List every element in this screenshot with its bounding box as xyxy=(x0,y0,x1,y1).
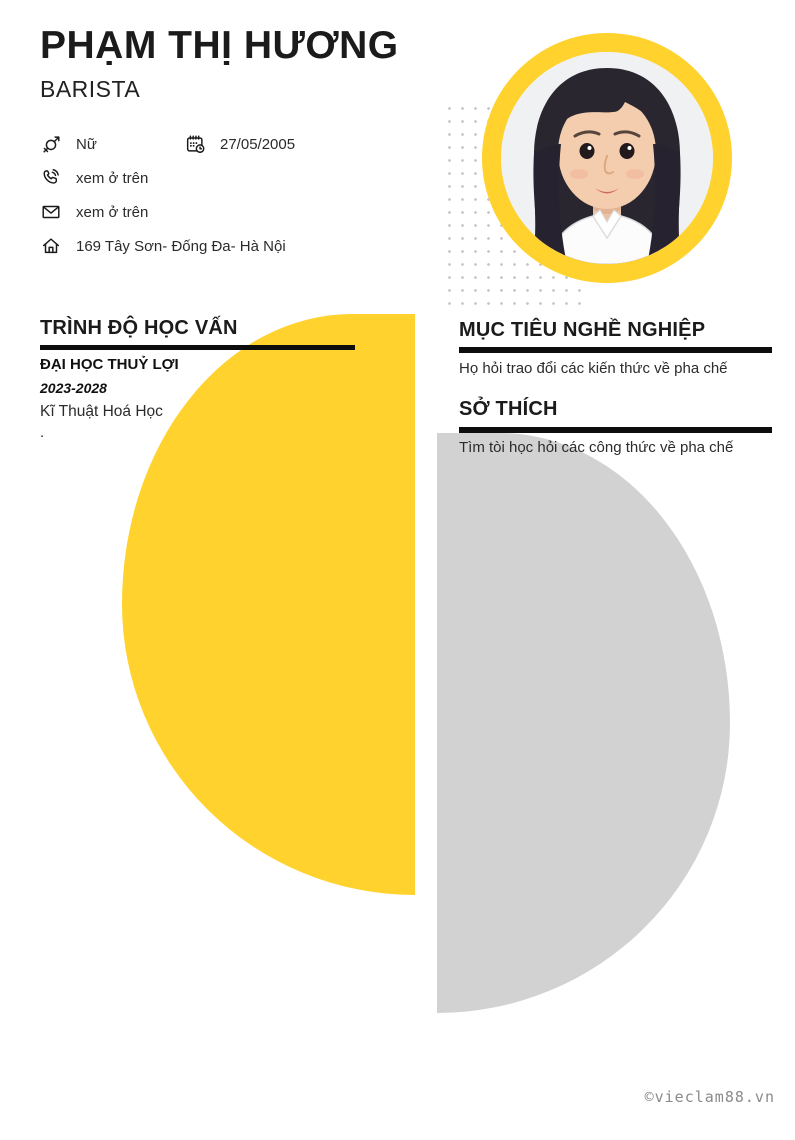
contact-dob xyxy=(184,133,295,155)
objective-heading-rule xyxy=(459,347,772,353)
phone-icon xyxy=(40,167,62,189)
contact-address xyxy=(40,235,286,257)
profile-photo xyxy=(501,52,713,264)
email-value: xem ở trên xyxy=(76,203,149,221)
hobby-heading: SỞ THÍCH xyxy=(459,398,558,420)
education-heading: TRÌNH ĐỘ HỌC VẤN xyxy=(40,317,238,339)
candidate-name: PHẠM THỊ HƯƠNG xyxy=(40,24,399,67)
objective-heading: MỤC TIÊU NGHỀ NGHIỆP xyxy=(459,319,706,341)
education-note: . xyxy=(40,424,45,441)
dob-value: 27/05/2005 xyxy=(220,135,296,153)
hobby-text: Tìm tòi học hỏi các công thức về pha chế xyxy=(459,439,734,456)
hobby-heading-rule xyxy=(459,427,772,433)
job-title: BARISTA xyxy=(40,76,141,102)
education-heading-rule xyxy=(40,345,355,350)
calendar-icon xyxy=(184,133,206,155)
address-value: 169 Tây Sơn- Đống Đa- Hà Nội xyxy=(76,237,286,255)
yellow-half-circle-shape xyxy=(122,314,415,895)
education-years: 2023-2028 xyxy=(40,380,107,396)
profile-photo-ring xyxy=(482,33,732,283)
education-school: ĐẠI HỌC THUỶ LỢI xyxy=(40,356,179,373)
gray-half-circle-shape xyxy=(437,433,730,1013)
site-watermark: ©vieclam88.vn xyxy=(644,1088,775,1106)
objective-text: Họ hỏi trao đổi các kiến thức về pha chế xyxy=(459,360,728,377)
email-icon xyxy=(40,201,62,223)
contact-gender xyxy=(40,133,97,155)
contact-email xyxy=(40,201,148,223)
education-major: Kĩ Thuật Hoá Học xyxy=(40,403,163,420)
gender-value: Nữ xyxy=(76,135,97,153)
phone-value: xem ở trên xyxy=(76,169,149,187)
portrait-illustration xyxy=(501,52,713,264)
home-icon xyxy=(40,235,62,257)
contact-phone xyxy=(40,167,148,189)
gender-icon xyxy=(40,133,62,155)
